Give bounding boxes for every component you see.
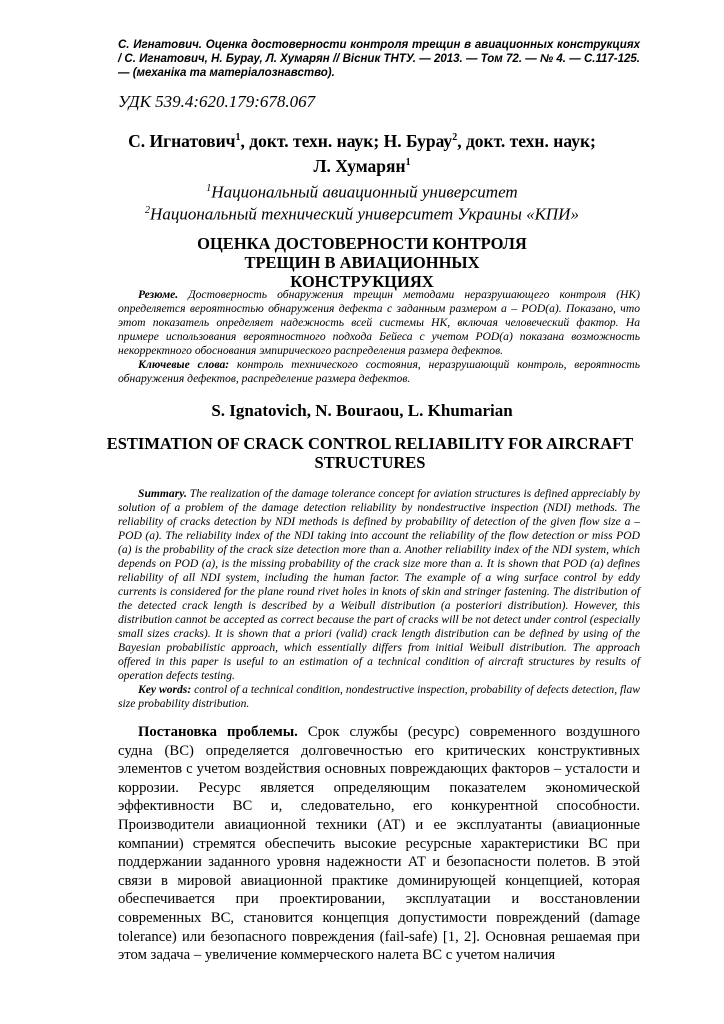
authors-en: S. Ignatovich, N. Bouraou, L. Khumarian	[211, 401, 513, 420]
author-3-sup: 1	[405, 156, 411, 168]
keywords-ru-text: контроль технического состояния, неразрушающий контроль, вероятность обнаружения дефектов, распределение размера дефектов.	[118, 358, 640, 385]
body-section	[118, 723, 640, 965]
author-1-degree: , докт. техн. наук; Н. Бурау	[240, 130, 453, 151]
abstract-en-label: Summary.	[138, 487, 187, 500]
abstract-ru-label: Резюме.	[138, 288, 179, 301]
affiliation-1-name: Национальный авиационный университет	[211, 182, 518, 202]
affiliation-2	[100, 200, 624, 226]
author-2-sup: 2	[452, 132, 458, 143]
section-paragraph: Срок службы (ресурс) современного воздушного судна (ВС) определяется долговечностью его критических конструктивных элементов с учетом воздействия основных повреждающих факторов – усталости и коррозии. Ресурс является определяющим показателем экономической эффективности ВС и, следовательно, его конкурентной способности. Производители авиационной техники (АТ) и ее эксплуатанты (авиационные компании) стремятся обеспечить высокие ресурсные характеристики ВС при поддержании заданного уровня надежности АТ и безопасности полетов. В этой связи в мировой авиационной практике доминирующей концепцией, которая обеспечивается при проектировании, эксплуатации и восстановлении современных ВС, становится концепция допустимости повреждений (damage tolerance) или безопасного повреждения (fail-safe) [1, 2]. Основная решаемая при этом задача – увеличение коммерческого налета ВС с учетом наличия	[118, 724, 640, 964]
keywords-en-label: Key words:	[138, 683, 192, 696]
abstract-ru	[118, 288, 640, 386]
title-en: ESTIMATION OF CRACK CONTROL RELIABILITY FOR AIRCRAFT STRUCTURES	[106, 434, 634, 472]
authors-ru	[100, 127, 624, 177]
author-1-sup: 1	[235, 132, 241, 143]
affiliation-2-sup: 2	[145, 205, 151, 216]
keywords-ru-label: Ключевые слова:	[138, 358, 230, 371]
affiliation-1-sup: 1	[206, 183, 212, 194]
abstract-en	[118, 487, 640, 711]
keywords-en-text: control of a technical condition, nondestructive inspection, probability of defects detection, flaw size probability distribution.	[118, 683, 641, 710]
author-3: Л. Хумарян	[313, 155, 406, 176]
citation: С. Игнатович. Оценка достоверности контроля трещин в авиационных конструкциях / С. Игнатович, Н. Бурау, Л. Хумарян // Вісник ТНТУ. — 2013. — Том 72. — № 4. — С.117-125. — (механіка та матеріалознавство).	[118, 39, 640, 79]
author-2-degree: , докт. техн. наук;	[457, 130, 596, 151]
title-ru: ОЦЕНКА ДОСТОВЕРНОСТИ КОНТРОЛЯ ТРЕЩИН В АВИАЦИОННЫХ КОНСТРУКЦИЯХ	[197, 234, 527, 291]
udk-code: УДК 539.4:620.179:678.067	[118, 92, 316, 111]
section-heading: Постановка проблемы.	[138, 724, 298, 740]
affiliation-2-name: Национальный технический университет Украины «КПИ»	[150, 204, 579, 224]
abstract-ru-text: Достоверность обнаружения трещин методами неразрушающего контроля (НК) определяется вероятностью обнаружения дефекта с заданным размером a – POD(a). Показано, что этот показатель определяет надежность всей системы НК, включая человеческий фактор. На примере использования вероятностного подхода Бейеса с учетом POD(a) показана возможность некорректного обоснования эмпирического распределения размера дефектов.	[118, 288, 640, 357]
author-1: С. Игнатович	[128, 130, 236, 151]
abstract-en-text: The realization of the damage tolerance concept for aviation structures is defined appreciably by solution of a problem of the damage detection reliability by nondestructive inspection (NDI) methods. The reliability of cracks detection by NDI methods is defined by probability of detection of the given flow size a – POD (a). The reliability index of the NDI taking into account the reliability of the flow detection or miss POD (a) is the probability of the crack size detection more than a. Another reliability index of the NDI system, which depends on POD (a), is the missing probability of the crack size more than a. It is shown that POD (a) defines reliability of all NDI system, including the human factor. The example of a wing surface control by eddy currents is considered for the plane round rivet holes in knots of skin and stringer fastening. The distribution of the detected crack length is described by a Weibull distribution (a posteriori distribution). However, this distribution cannot be accepted as correct because the part of cracks will be not detect under control (especially small sizes cracks). It is shown that a priori (valid) crack length distribution can be defined by using of the Bayesian probabilistic approach, which essentially differs from initial Weibull distribution. The approach offered in this paper is useful to an estimation of a technical condition of aircraft structures by results of operation defects testing.	[118, 487, 640, 682]
